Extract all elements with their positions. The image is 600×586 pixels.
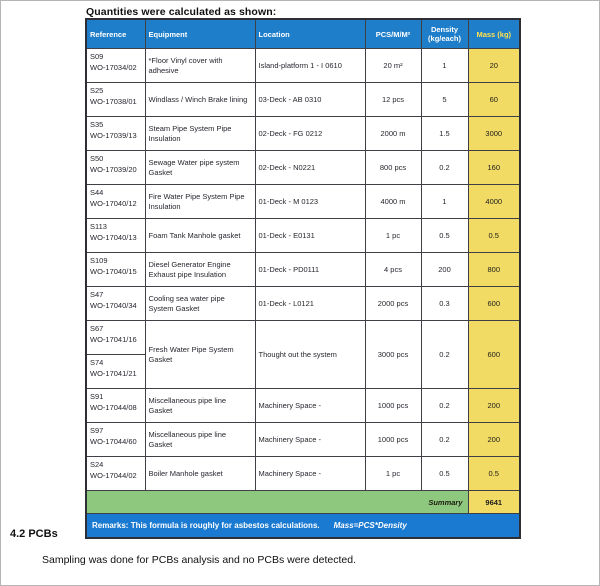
ref-id: S09 [90, 52, 104, 61]
equipment-cell: Windlass / Winch Brake lining [145, 83, 255, 117]
ref-wo: WO-17040/34 [90, 301, 137, 311]
section-heading-pcbs: 4.2 PCBs [10, 528, 58, 540]
header-reference: Reference [86, 19, 145, 49]
density-cell: 0.2 [421, 321, 468, 389]
qty-cell: 1000 pcs [365, 423, 421, 457]
mass-cell: 200 [468, 423, 520, 457]
remarks-text: Remarks: This formula is roughly for asbestos calculations. [92, 521, 320, 530]
equipment-cell: Foam Tank Manhole gasket [145, 219, 255, 253]
table-row [86, 287, 520, 321]
table-row [86, 219, 520, 253]
ref-id: S109 [90, 256, 108, 265]
header-location: Location [255, 19, 365, 49]
mass-cell: 160 [468, 151, 520, 185]
location-cell: Island-platform 1 - I 0610 [255, 49, 365, 83]
ref-id: S113 [90, 222, 107, 231]
summary-label: Summary [86, 491, 468, 514]
ref-wo: WO-17044/60 [90, 437, 137, 447]
density-cell: 0.2 [421, 151, 468, 185]
qty-cell: 3000 pcs [365, 321, 421, 389]
mass-cell: 600 [468, 287, 520, 321]
ref-id: S44 [90, 188, 104, 197]
location-cell: 01-Deck - E0131 [255, 219, 365, 253]
ref-id: S50 [90, 154, 104, 163]
table-row [86, 151, 520, 185]
mass-cell: 800 [468, 253, 520, 287]
qty-cell: 1000 pcs [365, 389, 421, 423]
equipment-cell: Fresh Water Pipe System Gasket [145, 321, 255, 389]
mass-cell: 60 [468, 83, 520, 117]
table-row [86, 83, 520, 117]
qty-cell: 2000 m [365, 117, 421, 151]
equipment-cell: Cooling sea water pipe System Gasket [145, 287, 255, 321]
ref-wo: WO-17044/08 [90, 403, 137, 413]
qty-cell: 800 pcs [365, 151, 421, 185]
location-cell: 03-Deck - AB 0310 [255, 83, 365, 117]
ref-wo: WO-17044/02 [90, 471, 137, 481]
mass-cell: 0.5 [468, 219, 520, 253]
ref-wo: WO-17039/20 [90, 165, 137, 175]
qty-cell: 1 pc [365, 457, 421, 491]
location-cell: Machinery Space - [255, 389, 365, 423]
document-title: Quantities were calculated as shown: [86, 6, 277, 18]
equipment-cell: Sewage Water pipe system Gasket [145, 151, 255, 185]
location-cell: 01-Deck - L0121 [255, 287, 365, 321]
mass-cell: 0.5 [468, 457, 520, 491]
table-row [86, 389, 520, 423]
summary-total: 9641 [468, 491, 520, 514]
qty-cell: 4 pcs [365, 253, 421, 287]
ref-id: S47 [90, 290, 104, 299]
location-cell: Machinery Space - [255, 457, 365, 491]
ref-wo: WO-17041/21 [90, 369, 137, 379]
ref-wo: WO-17041/16 [90, 335, 137, 345]
table-row [86, 253, 520, 287]
equipment-cell: Miscellaneous pipe line Gasket [145, 423, 255, 457]
equipment-cell: Boiler Manhole gasket [145, 457, 255, 491]
summary-row [86, 491, 520, 514]
qty-cell: 2000 pcs [365, 287, 421, 321]
section-body-pcbs: Sampling was done for PCBs analysis and no PCBs were detected. [42, 554, 357, 566]
density-cell: 0.2 [421, 389, 468, 423]
mass-cell: 4000 [468, 185, 520, 219]
header-density: Density (kg/each) [421, 19, 468, 49]
table-row [86, 185, 520, 219]
mass-cell: 200 [468, 389, 520, 423]
density-cell: 1 [421, 49, 468, 83]
location-cell: 02-Deck - FG 0212 [255, 117, 365, 151]
qty-cell: 1 pc [365, 219, 421, 253]
equipment-cell: *Floor Vinyl cover with adhesive [145, 49, 255, 83]
ref-id: S25 [90, 86, 104, 95]
table-row-merged-top [86, 321, 520, 355]
ref-id: S67 [90, 324, 104, 333]
mass-cell: 600 [468, 321, 520, 389]
density-cell: 0.5 [421, 219, 468, 253]
table-row [86, 423, 520, 457]
table-header [86, 19, 520, 49]
qty-cell: 4000 m [365, 185, 421, 219]
formula-text: Mass=PCS*Density [333, 521, 407, 530]
ref-id: S97 [90, 426, 104, 435]
remarks-row [86, 514, 520, 539]
mass-cell: 20 [468, 49, 520, 83]
location-cell: 02-Deck - N0221 [255, 151, 365, 185]
ref-id: S91 [90, 392, 104, 401]
density-cell: 1.5 [421, 117, 468, 151]
ref-wo: WO-17034/02 [90, 63, 137, 73]
table-row [86, 457, 520, 491]
density-cell: 5 [421, 83, 468, 117]
equipment-cell: Steam Pipe System Pipe Insulation [145, 117, 255, 151]
table-row [86, 117, 520, 151]
table-row [86, 49, 520, 83]
ref-wo: WO-17038/01 [90, 97, 137, 107]
header-equipment: Equipment [145, 19, 255, 49]
location-cell: Thought out the system [255, 321, 365, 389]
equipment-cell: Miscellaneous pipe line Gasket [145, 389, 255, 423]
equipment-cell: Diesel Generator Engine Exhaust pipe Insulation [145, 253, 255, 287]
ref-wo: WO-17040/12 [90, 199, 137, 209]
density-cell: 0.2 [421, 423, 468, 457]
mass-cell: 3000 [468, 117, 520, 151]
density-cell: 0.5 [421, 457, 468, 491]
ref-wo: WO-17040/13 [90, 233, 137, 243]
ref-wo: WO-17039/13 [90, 131, 137, 141]
qty-cell: 20 m² [365, 49, 421, 83]
header-pcs: PCS/M/M² [365, 19, 421, 49]
ref-id: S74 [90, 358, 104, 367]
density-cell: 1 [421, 185, 468, 219]
location-cell: Machinery Space - [255, 423, 365, 457]
location-cell: 01-Deck - M 0123 [255, 185, 365, 219]
density-cell: 0.3 [421, 287, 468, 321]
ref-wo: WO-17040/15 [90, 267, 137, 277]
ref-id: S24 [90, 460, 104, 469]
quantities-table [85, 18, 521, 539]
header-mass: Mass (kg) [468, 19, 520, 49]
location-cell: 01-Deck - PD0111 [255, 253, 365, 287]
qty-cell: 12 pcs [365, 83, 421, 117]
equipment-cell: Fire Water Pipe System Pipe Insulation [145, 185, 255, 219]
density-cell: 200 [421, 253, 468, 287]
ref-id: S35 [90, 120, 104, 129]
